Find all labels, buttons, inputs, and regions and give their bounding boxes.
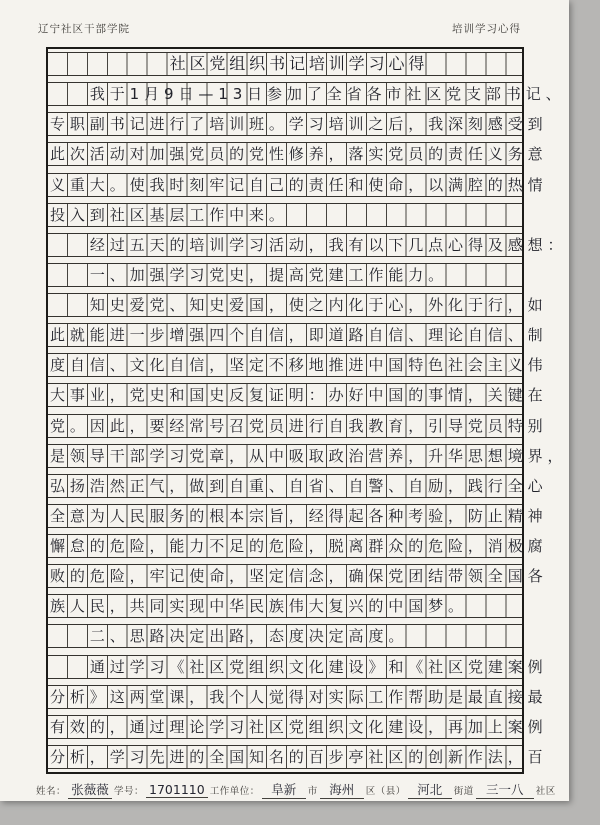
manuscript-row xyxy=(48,504,548,528)
manuscript-row xyxy=(48,414,548,438)
manuscript-row xyxy=(48,142,548,166)
district-value: 海州 xyxy=(320,780,364,799)
handwritten-line: 经过五天的培训学习活动，我有以下几点心得及感想： xyxy=(89,235,568,254)
handwritten-line: 分析》这两堂课，我个人觉得对实际工作帮助是最直接最 xyxy=(50,687,548,706)
manuscript-row xyxy=(48,594,522,618)
handwritten-line: 是领导干部学习党章，从中吸取政治营养，升华思想境界， xyxy=(50,446,568,465)
header-right-text: 培训学习心得 xyxy=(452,24,521,35)
manuscript-row xyxy=(48,293,548,317)
manuscript-row xyxy=(48,323,548,347)
manuscript-row xyxy=(48,233,568,257)
district-suffix: 区（县） xyxy=(365,787,406,797)
manuscript-row xyxy=(48,564,548,588)
essay-title: 社区党组织书记培训学习心得 xyxy=(169,54,429,73)
handwritten-line: 大事业，党史和国史反复证明：办好中国的事情，关键在 xyxy=(50,386,548,405)
handwritten-line: 分析，学习先进的全国知名的百步亭社区的创新作法，百 xyxy=(50,747,548,766)
manuscript-row xyxy=(48,534,548,558)
city-suffix: 市 xyxy=(307,787,318,797)
handwritten-line: 通过学习《社区党组织文化建设》和《社区党建案例 xyxy=(89,657,548,676)
manuscript-grid xyxy=(46,47,568,774)
manuscript-row xyxy=(48,715,548,739)
manuscript-row xyxy=(48,745,548,769)
manuscript-row xyxy=(48,203,522,227)
handwritten-line: 我于1月9日—13日参加了全省各市社区党支部书记、 xyxy=(89,85,566,104)
manuscript-row xyxy=(48,112,548,136)
manuscript-row xyxy=(48,353,548,377)
name-label: 姓名： xyxy=(36,787,67,797)
manuscript-row xyxy=(48,624,522,648)
manuscript-row xyxy=(48,263,522,287)
manuscript-row xyxy=(48,685,548,709)
handwritten-line: 一、加强学习党史，提高党建工作能力。 xyxy=(89,265,449,284)
handwritten-line: 义重大。使我时刻牢记自己的责任和使命，以满腔的热情 xyxy=(50,175,548,194)
handwritten-line: 此次活动对加强党员的党性修养，落实党员的责任义务意 xyxy=(50,145,548,164)
community-value: 三一八 xyxy=(476,780,534,799)
manuscript-row xyxy=(48,52,522,76)
student-id-value: 1701110 xyxy=(146,782,208,798)
manuscript-row xyxy=(48,474,548,498)
handwritten-line: 党。因此，要经常号召党员进行自我教育，引导党员特别 xyxy=(50,416,548,435)
name-value: 张薇薇 xyxy=(68,780,112,799)
handwritten-line: 有效的，通过理论学习社区党组织文化建设，再加上案例 xyxy=(50,717,548,736)
handwritten-line: 度自信、文化自信，坚定不移地推进中国特色社会主义伟 xyxy=(50,356,548,375)
work-unit-label: 工作单位： xyxy=(209,787,260,797)
street-value: 河北 xyxy=(408,780,452,799)
handwritten-line: 族人民，共同实现中华民族伟大复兴的中国梦。 xyxy=(50,597,468,616)
handwritten-line: 弘扬浩然正气，做到自重、自省、自警、自励，践行全心 xyxy=(50,476,548,495)
handwritten-line: 懈怠的危险，能力不足的危险，脱离群众的危险，消极腐 xyxy=(50,537,548,555)
header-left-text: 辽宁社区干部学院 xyxy=(38,24,130,35)
handwritten-line: 专职副书记进行了培训班。学习培训之后，我深刻感受到 xyxy=(50,115,548,134)
manuscript-row xyxy=(48,655,548,679)
handwritten-line: 全意为人民服务的根本宗旨，经得起各种考验，防止精神 xyxy=(50,506,548,525)
manuscript-row xyxy=(48,82,566,106)
page-footer xyxy=(36,780,556,799)
community-suffix: 社区 xyxy=(535,787,556,797)
handwritten-line: 二、思路决定出路，态度决定高度。 xyxy=(89,627,409,646)
manuscript-row xyxy=(48,173,548,197)
handwritten-line: 知史爱党、知史爱国，使之内化于心，外化于行，如 xyxy=(89,296,548,314)
handwritten-line: 此就能进一步增强四个自信，即道路自信、理论自信、制 xyxy=(50,326,548,345)
street-suffix: 街道 xyxy=(453,787,474,797)
handwritten-line: 投入到社区基层工作中来。 xyxy=(50,205,289,224)
manuscript-row xyxy=(48,444,568,468)
handwritten-line: 败的危险，牢记使命，坚定信念，确保党团结带领全国各 xyxy=(50,567,548,586)
city-value: 阜新 xyxy=(262,780,306,799)
manuscript-row xyxy=(48,383,548,407)
student-id-label: 学号： xyxy=(114,787,145,797)
